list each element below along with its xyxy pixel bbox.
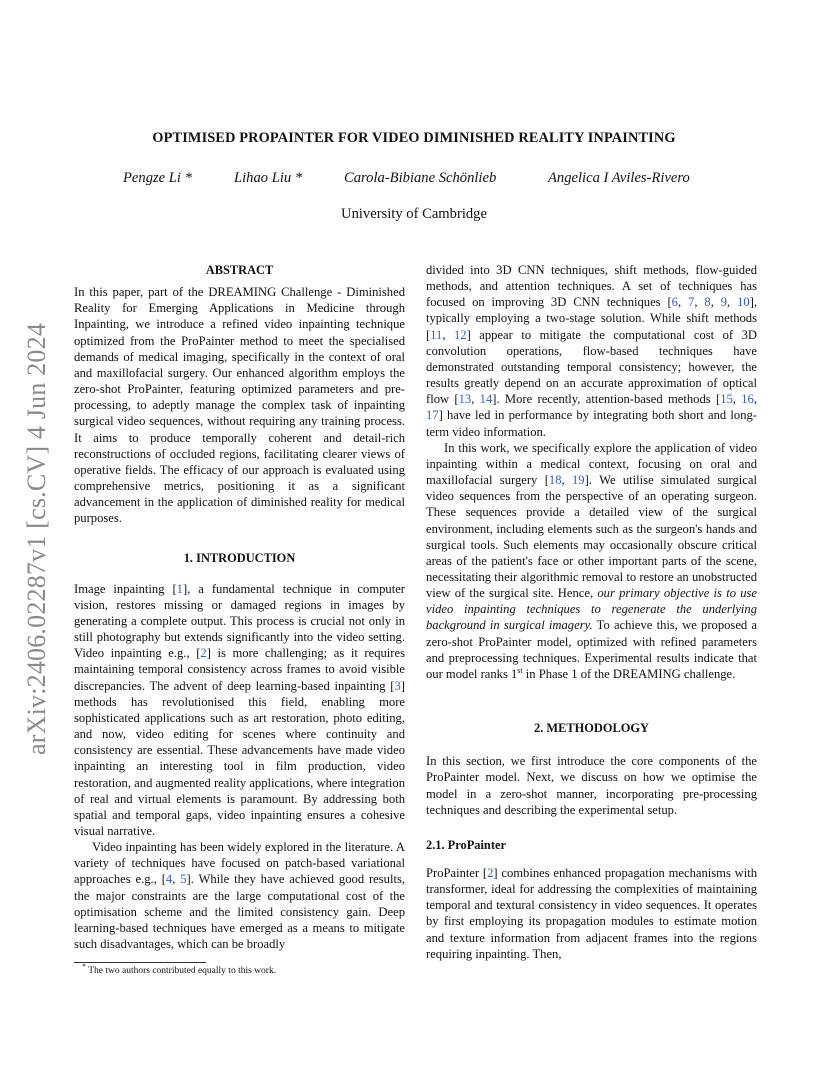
footnote-rule — [74, 962, 206, 963]
citation-link[interactable]: 4 — [165, 872, 173, 887]
citation-link[interactable]: 16 — [741, 392, 754, 407]
author-1: Pengze Li * — [123, 170, 192, 186]
citation-link[interactable]: 2 — [200, 646, 207, 661]
citation-link[interactable]: 1 — [176, 581, 183, 596]
left-column — [74, 262, 405, 952]
right-column — [426, 262, 757, 962]
related-paragraph: divided into 3D CNN techniques, shift methods, flow-guided methods, and attention techniques. A set of techniques has focused on improving 3D CNN techniques [6, 7, 8, 9, 10], typically employing a two-stage solution. While shift methods [11, 12] appear to mitigate the computational cost of 3D convolution operations, flow-based techniques have demonstrated outstanding temporal consistency; however, the results greatly depend on an accurate approximation of optical flow [13, 14]. More recently, attention-based methods [15, 16, 17] have led in performance by integrating both short and long-term video information. — [426, 263, 758, 439]
author-4: Angelica I Aviles-Rivero — [548, 170, 690, 186]
this-work-paragraph: In this work, we specifically explore the application of video inpainting within a medical context, focusing on oral and maxillofacial surgery [18, 19]. We utilise simulated surgical video sequences from the perspective of an operating surgeon. These sequences provide a detailed view of the surgical environment, including elements such as the surgeon's hands and surgical tools. Such elements may occasionally obscure critical areas of the patient's face or other important parts of the scene, necessitating their algorithmic removal to restore an unobstructed view of the surgical site. Hence, our primary objective is to use video inpainting techniques to regenerate the underlying background in surgical imagery. To achieve this, we proposed a zero-shot ProPainter model, optimized with refined parameters and preprocessing techniques. Experimental results indicate that our model ranks 1st in Phase 1 of the DREAMING challenge. — [426, 440, 758, 681]
paper-title: OPTIMISED PROPAINTER FOR VIDEO DIMINISHED REALITY INPAINTING — [152, 130, 676, 146]
citation-link[interactable]: 8 — [704, 295, 711, 310]
citation-link[interactable]: 7 — [688, 295, 695, 310]
citation-link[interactable]: 9 — [720, 295, 728, 310]
methodology-heading: 2. METHODOLOGY — [534, 721, 649, 736]
objective-emphasis: our primary objective is to use video inpainting techniques to regenerate the underlying background in surgical imagery. — [426, 586, 758, 633]
footnote — [74, 961, 277, 976]
citation-link[interactable]: 11 — [430, 327, 443, 342]
methodology-intro: In this section, we first introduce the core components of the ProPainter model. Next, we discuss on how we optimise the model in a zero-shot manner, incorporating pre-processing techniques and describing the experimental setup. — [426, 754, 757, 817]
citation-link[interactable]: 13 — [458, 392, 472, 407]
citation-link[interactable]: 17 — [426, 408, 439, 423]
citation-link[interactable]: 19 — [572, 473, 585, 488]
intro-heading: 1. INTRODUCTION — [183, 550, 296, 565]
propainter-heading: 2.1. ProPainter — [426, 837, 506, 852]
citation-link[interactable]: 14 — [479, 392, 493, 407]
rank-superscript: st — [517, 665, 523, 675]
author-2: Lihao Liu * — [234, 170, 303, 186]
affiliation: University of Cambridge — [341, 206, 487, 222]
abstract-text: In this paper, part of the DREAMING Challenge - Diminished Reality for Emerging Applications in Medicine through Inpainting, we introduce a refined video inpainting technique optimized from the ProPainter method to meet the specialised demands of medical imaging, specifically in the context of oral and maxillofacial surgery. Our enhanced algorithm employs the zero-shot ProPainter, featuring optimized parameters and pre-processing, to adeptly manage the complex task of inpainting surgical video sequences, without requiring any training process. It aims to produce temporally coherent and detail-rich reconstructions of occluded regions, facilitating clearer views of operative fields. The efficacy of our approach is evaluated using comprehensive metrics, positioning it as a significant advancement in the application of diminished reality for medical purposes. — [74, 285, 405, 526]
citation-link[interactable]: 15 — [720, 392, 733, 407]
citation-link[interactable]: 5 — [180, 872, 187, 887]
citation-link[interactable]: 12 — [454, 327, 467, 342]
footnote-mark: * — [82, 961, 86, 971]
citation-link[interactable]: 6 — [671, 295, 678, 310]
propainter-paragraph: ProPainter [2] combines enhanced propagation mechanisms with transformer, ideal for addressing the complexities of maintaining temporal and textural consistency in video sequences. It operates by first employing its propagation modules to estimate motion and texture information from adjacent frames into the regions requiring inpainting. Then, — [426, 866, 758, 961]
citation-link[interactable]: 2 — [487, 866, 494, 880]
citation-link[interactable]: 10 — [737, 295, 750, 310]
author-list — [0, 170, 828, 190]
citation-link[interactable]: 3 — [394, 678, 401, 693]
arxiv-stamp: arXiv:2406.02287v1 [cs.CV] 4 Jun 2024 — [22, 322, 51, 755]
intro-paragraph-2: Video inpainting has been widely explored in the literature. A variety of techniques have focused on patch-based variational approaches e.g., [4, 5]. While they have achieved good results, the major constraints are the large computational cost of the optimisation scheme and the limited consistency gain. Deep learning-based techniques have emerged as a means to mitigate such disadvantages, which can be broadly — [74, 840, 406, 952]
author-3: Carola-Bibiane Schönlieb — [344, 170, 497, 186]
intro-paragraph-1: Image inpainting [1], a fundamental technique in computer vision, restores missing or damaged regions in images by generating a complete output. This process is crucial not only in still photography but extends significantly into the video setting. Video inpainting e.g., [2] is more challenging; as it requires maintaining temporal consistency across frames to avoid visible discrepancies. The advent of deep learning-based inpainting [3] methods has revolutionised this field, enabling more sophisticated applications such as art restoration, photo editing, and now, video editing for scenes where continuity and consistency are essential. These advancements have made video inpainting an interesting tool in film production, video restoration, and augmented reality applications, where integration of real and virtual elements is paramount. By addressing both spatial and temporal gaps, video inpainting ensures a cohesive visual narrative. — [74, 581, 405, 838]
abstract-heading: ABSTRACT — [205, 263, 274, 277]
footnote-text: The two authors contributed equally to this work. — [88, 966, 277, 976]
citation-link[interactable]: 18 — [548, 473, 562, 488]
